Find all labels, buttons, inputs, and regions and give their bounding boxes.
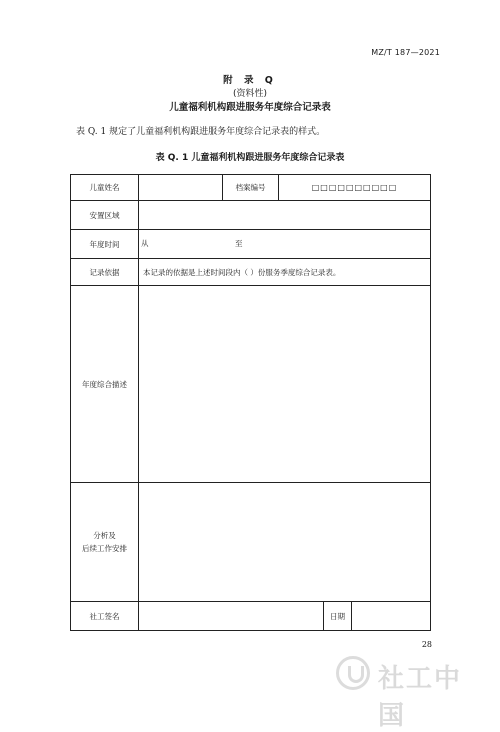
to-label: 至 bbox=[235, 239, 243, 248]
date-field[interactable] bbox=[352, 602, 431, 631]
page-number: 28 bbox=[421, 640, 432, 649]
annual-description-field[interactable] bbox=[139, 286, 431, 483]
record-table bbox=[70, 174, 431, 631]
date-label: 日期 bbox=[324, 602, 352, 631]
annex-name: 儿童福利机构跟进服务年度综合记录表 bbox=[169, 102, 331, 113]
annex-title: 附 录 Q bbox=[223, 75, 277, 86]
child-name-field[interactable] bbox=[139, 175, 223, 201]
analysis-label-line2: 后续工作安排 bbox=[82, 544, 127, 553]
placement-area-field[interactable] bbox=[139, 201, 431, 230]
record-basis-label: 记录依据 bbox=[71, 259, 139, 286]
table-row bbox=[71, 602, 431, 631]
table-row bbox=[71, 201, 431, 230]
from-label: 从 bbox=[141, 239, 149, 248]
watermark bbox=[336, 652, 486, 731]
annual-description-label: 年度综合描述 bbox=[71, 286, 139, 483]
intro-text: 表 Q. 1 规定了儿童福利机构跟进服务年度综合记录表的样式。 bbox=[76, 127, 326, 137]
placement-area-label: 安置区域 bbox=[71, 201, 139, 230]
social-worker-signature-field[interactable] bbox=[139, 602, 324, 631]
analysis-label bbox=[71, 483, 139, 602]
table-row bbox=[71, 286, 431, 483]
annual-time-label: 年度时间 bbox=[71, 230, 139, 259]
file-no-label: 档案编号 bbox=[223, 175, 279, 201]
table-title: 表 Q. 1 儿童福利机构跟进服务年度综合记录表 bbox=[155, 153, 345, 163]
watermark-text: 社工中国 bbox=[378, 664, 463, 731]
annual-time-field[interactable] bbox=[139, 230, 431, 259]
table-row bbox=[71, 230, 431, 259]
social-worker-signature-label: 社工签名 bbox=[71, 602, 139, 631]
standard-code: MZ/T 187—2021 bbox=[371, 48, 440, 57]
child-name-label: 儿童姓名 bbox=[71, 175, 139, 201]
record-basis-text[interactable]: 本记录的依据是上述时间段内（ ）份服务季度综合记录表。 bbox=[139, 259, 431, 286]
table-row bbox=[71, 259, 431, 286]
analysis-field[interactable] bbox=[139, 483, 431, 602]
file-no-boxes[interactable]: □□□□□□□□□□ bbox=[279, 175, 431, 201]
watermark-logo-icon bbox=[336, 656, 370, 690]
table-row bbox=[71, 175, 431, 201]
annex-type: (资料性) bbox=[232, 89, 268, 99]
analysis-label-line1: 分析及 bbox=[93, 531, 116, 540]
table-row bbox=[71, 483, 431, 602]
